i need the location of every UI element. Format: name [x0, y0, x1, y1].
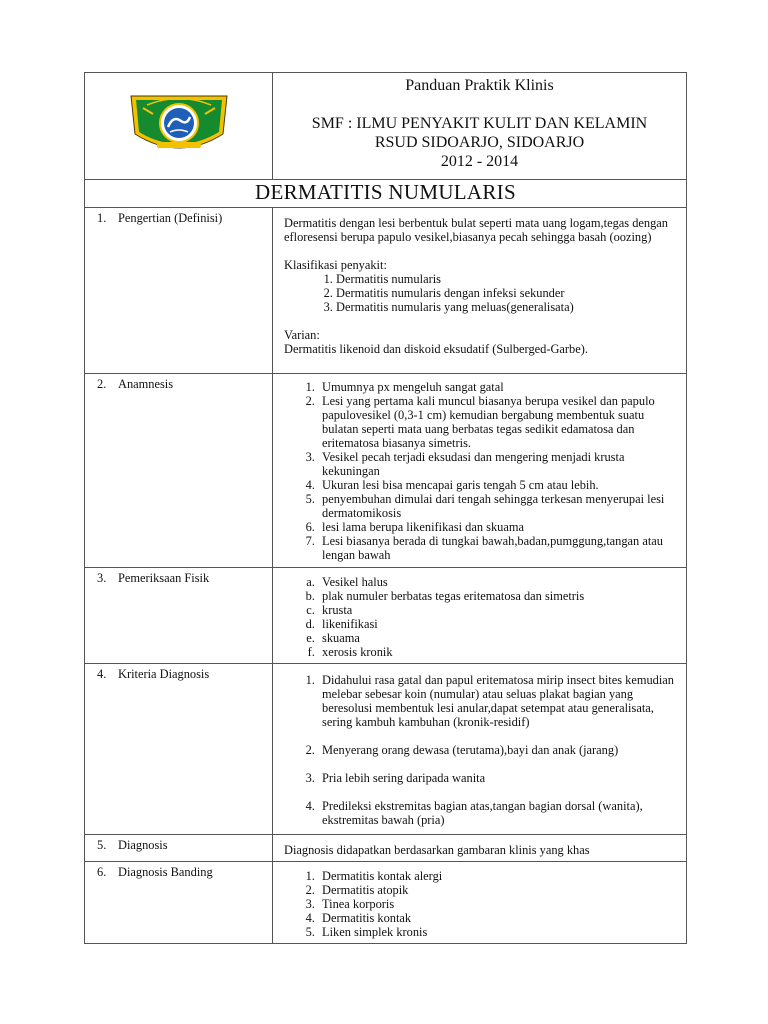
section-content [273, 835, 687, 862]
section-row [85, 835, 687, 862]
list-item: 4. Dermatitis kontak [318, 911, 678, 925]
physical-exam-list [284, 575, 678, 659]
list-item: 3. Pria lebih sering daripada wanita [318, 771, 678, 785]
section-number: 2. [97, 377, 107, 391]
diagnostic-criteria-list [284, 673, 678, 827]
section-title: Anamnesis [118, 377, 174, 391]
section-content [273, 208, 687, 374]
section-content [273, 374, 687, 568]
section-content [273, 664, 687, 835]
section-label [85, 568, 273, 664]
list-item: 2. Dermatitis numularis dengan infeksi sekunder [336, 286, 678, 300]
logo-cell [85, 73, 273, 180]
department-label: SMF : ILMU PENYAKIT KULIT DAN KELAMIN [311, 115, 648, 132]
list-item: 2. Dermatitis atopik [318, 883, 678, 897]
list-item: b. plak numuler berbatas tegas eritematosa dan simetris [318, 589, 678, 603]
section-number: 3. [97, 571, 107, 585]
list-item: d. likenifikasi [318, 617, 678, 631]
variant-text: Dermatitis likenoid dan diskoid eksudatif (Sulberged-Garbe). [284, 342, 588, 356]
anamnesis-list [284, 380, 678, 562]
document-title: DERMATITIS NUMULARIS [85, 180, 687, 208]
section-row [85, 568, 687, 664]
list-item: c. krusta [318, 603, 678, 617]
list-item: f. xerosis kronik [318, 645, 678, 659]
title-row [85, 180, 687, 208]
list-item: a. Vesikel halus [318, 575, 678, 589]
section-title: Pengertian (Definisi) [118, 211, 223, 225]
section-label [85, 835, 273, 862]
list-item: 7. Lesi biasanya berada di tungkai bawah,badan,pumggung,tangan atau lengan bawah [318, 534, 678, 562]
list-item: 4. Ukuran lesi bisa mencapai garis tengah 5 cm atau lebih. [318, 478, 678, 492]
classification-list [284, 272, 678, 314]
document-type-label: Panduan Praktik Klinis [405, 77, 554, 94]
list-item: 1. Dermatitis kontak alergi [318, 869, 678, 883]
section-row [85, 862, 687, 944]
list-item: 5. penyembuhan dimulai dari tengah sehingga terkesan menyerupai lesi dermatomikosis [318, 492, 678, 520]
definition-text: Dermatitis dengan lesi berbentuk bulat seperti mata uang logam,tegas dengan efloresensi berupa papulo vesikel,biasanya pecah sehingga basah (oozing) [284, 216, 668, 244]
section-label [85, 862, 273, 944]
sidoarjo-regency-emblem-icon [123, 88, 235, 160]
period-label: 2012 - 2014 [440, 153, 519, 170]
section-title: Pemeriksaan Fisik [118, 571, 210, 585]
classification-title: Klasifikasi penyakit: [284, 258, 387, 272]
header-row [85, 73, 687, 180]
variant-title: Varian: [284, 328, 320, 342]
list-item: 3. Tinea korporis [318, 897, 678, 911]
list-item: e. skuama [318, 631, 678, 645]
section-label [85, 208, 273, 374]
section-content [273, 568, 687, 664]
list-item: 3. Dermatitis numularis yang meluas(generalisata) [336, 300, 678, 314]
section-row [85, 208, 687, 374]
section-number: 1. [97, 211, 107, 225]
section-row [85, 664, 687, 835]
section-number: 6. [97, 865, 107, 879]
document-page [84, 72, 686, 944]
header-text-cell [273, 73, 687, 180]
section-number: 4. [97, 667, 107, 681]
list-item: 3. Vesikel pecah terjadi eksudasi dan mengering menjadi krusta kekuningan [318, 450, 678, 478]
section-title: Diagnosis Banding [118, 865, 213, 879]
list-item: 4. Predileksi ekstremitas bagian atas,tangan bagian dorsal (wanita), ekstremitas bawah (pria) [318, 799, 678, 827]
section-title: Kriteria Diagnosis [118, 667, 210, 681]
list-item: 6. lesi lama berupa likenifikasi dan skuama [318, 520, 678, 534]
section-label [85, 664, 273, 835]
list-item: 1. Dermatitis numularis [336, 272, 678, 286]
clinical-guideline-table [84, 72, 687, 944]
list-item: 5. Liken simplek kronis [318, 925, 678, 939]
section-number: 5. [97, 838, 107, 852]
diagnosis-text: Diagnosis didapatkan berdasarkan gambaran klinis yang khas [284, 843, 590, 857]
differential-diagnosis-list [284, 869, 678, 939]
section-label [85, 374, 273, 568]
section-title: Diagnosis [118, 838, 168, 852]
hospital-label: RSUD SIDOARJO, SIDOARJO [374, 134, 585, 151]
list-item: 1. Umumnya px mengeluh sangat gatal [318, 380, 678, 394]
list-item: 2. Lesi yang pertama kali muncul biasanya berupa vesikel dan papulo papulovesikel (0,3-1 cm) kemudian bergabung membentuk suatu bulatan seperti mata uang berbatas tegas sedikit edamatosa dan eritematosa biasanya simetris. [318, 394, 678, 450]
section-content [273, 862, 687, 944]
list-item: 1. Didahului rasa gatal dan papul eritematosa mirip insect bites kemudian melebar sebesar koin (numular) atau seluas plakat bagian yang beresolusi membentuk lesi anular,dapat setempat atau generalisata, sering kambuh kambuhan (kronik-residif) [318, 673, 678, 729]
section-row [85, 374, 687, 568]
list-item: 2. Menyerang orang dewasa (terutama),bayi dan anak (jarang) [318, 743, 678, 757]
